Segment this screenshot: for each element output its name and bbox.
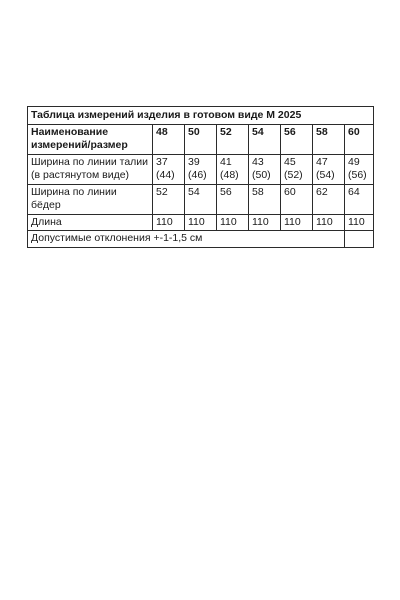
- size-header: 56: [281, 124, 313, 154]
- size-header: 58: [313, 124, 345, 154]
- size-header: 60: [345, 124, 374, 154]
- empty-cell: [345, 231, 374, 248]
- table-cell: 110: [185, 214, 217, 231]
- table-cell: 54: [185, 184, 217, 214]
- table-cell: 62: [313, 184, 345, 214]
- row-label: Ширина по линии бёдер: [28, 184, 153, 214]
- table-cell: 110: [345, 214, 374, 231]
- size-chart-table: [27, 106, 374, 248]
- table-cell: 39 (46): [185, 154, 217, 184]
- tolerance-note: Допустимые отклонения +-1-1,5 см: [28, 231, 345, 248]
- table-cell: 41 (48): [217, 154, 249, 184]
- size-header: 48: [153, 124, 185, 154]
- table-cell: 64: [345, 184, 374, 214]
- table-row: [28, 154, 374, 184]
- table-row: [28, 184, 374, 214]
- table-cell: 58: [249, 184, 281, 214]
- table-cell: 43 (50): [249, 154, 281, 184]
- size-header: 54: [249, 124, 281, 154]
- table-title: Таблица измерений изделия в готовом виде М 2025: [28, 107, 374, 125]
- header-label: Наименование измерений/размер: [28, 124, 153, 154]
- table-cell: 110: [281, 214, 313, 231]
- title-row: [28, 107, 374, 125]
- table-row: [28, 214, 374, 231]
- table-cell: 45 (52): [281, 154, 313, 184]
- table-cell: 110: [249, 214, 281, 231]
- table-cell: 47 (54): [313, 154, 345, 184]
- measurement-sheet: [27, 106, 373, 248]
- table-cell: 60: [281, 184, 313, 214]
- table-cell: 56: [217, 184, 249, 214]
- size-header: 52: [217, 124, 249, 154]
- size-header: 50: [185, 124, 217, 154]
- table-cell: 52: [153, 184, 185, 214]
- table-cell: 110: [153, 214, 185, 231]
- note-row: [28, 231, 374, 248]
- table-cell: 110: [217, 214, 249, 231]
- row-label: Длина: [28, 214, 153, 231]
- row-label: Ширина по линии талии (в растянутом виде): [28, 154, 153, 184]
- table-cell: 37 (44): [153, 154, 185, 184]
- header-row: [28, 124, 374, 154]
- table-cell: 110: [313, 214, 345, 231]
- table-cell: 49 (56): [345, 154, 374, 184]
